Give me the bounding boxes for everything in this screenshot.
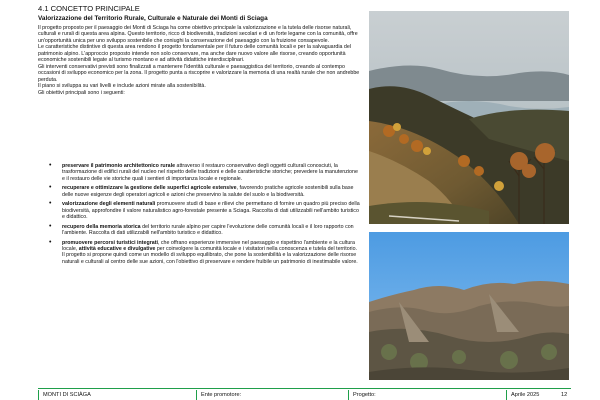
- paragraph-2: Le caratteristiche distintive di questa area rendono il progetto fondamentale per il futuro delle comunità locali e per la salvaguardia del patrimonio alpino. L'approccio proposto intende non solo conservare, ma anche dare nuovo valore alle risorse, creando opportunità economiche sostenibili legate al turismo montano e ad attività didattiche interdisciplinari.: [38, 44, 351, 64]
- closing-paragraph: Il progetto si propone quindi come un modello di sviluppo equilibrato, che pone la sostenibilità e la valorizzazione delle risorse naturali e culturali al centro delle sue azioni, con l'obiettivo di preservare e rendere fruibile un patrimonio di inestimabile valore.: [62, 252, 358, 265]
- landscape-photo-valley: [369, 11, 569, 224]
- objective-title: promuovere percorsi turistici integrati: [62, 239, 158, 246]
- paragraph-1: Il progetto proposto per il paesaggio dei Monti di Sciaga ha come obiettivo principale la valorizzazione e la tutela delle risorse naturali, culturali e rurali di questa area alpina. Questo territorio, ricco di biodiversità, tradizioni secolari e di un forte legame con la comunità, offre un'opportunità unica per uno sviluppo sostenibile che coniughi la conservazione del paesaggio con la fruizione consapevole.: [38, 25, 358, 44]
- intro-text: [38, 25, 361, 96]
- objective-title-secondary: attività educative e divulgative: [78, 245, 156, 252]
- objective-title: recuperare e ottimizzare la gestione delle superfici agricole estensive: [62, 185, 237, 192]
- objective-item: [62, 163, 361, 182]
- objective-title: preservare il patrimonio architettonico rurale: [62, 163, 176, 169]
- objective-text: , che offrano esperienze immersive nel paesaggio e rispettino l'ambiente e la cultura locale,: [62, 239, 355, 252]
- page-number: 12: [561, 392, 568, 398]
- section-heading: 4.1 CONCETTO PRINCIPALE: [38, 4, 140, 13]
- footer-site: MONTI DI SCIÀGA: [43, 392, 91, 398]
- footer-separator: [348, 390, 349, 400]
- paragraph-5: Gli obiettivi principali sono i seguenti:: [38, 89, 125, 96]
- footer-project-label: Progetto:: [353, 392, 376, 398]
- section-subheading: Valorizzazione del Territorio Rurale, Culturale e Naturale dei Monti di Sciaga: [38, 15, 268, 22]
- objectives-list: [62, 163, 361, 268]
- objective-text: promuovere studi di base e rilievi che permettano di fornire un quadro più preciso della biodiversità, approfondire il valore naturalistico agro-forestale presente a Sciaga. Raccolta di dati utilizzabili nell'ambito turistico e didattico.: [62, 201, 360, 221]
- footer-separator: [38, 390, 39, 400]
- objective-item: [62, 240, 361, 266]
- footer-date: Aprile 2025: [511, 392, 540, 398]
- objective-text: del territorio rurale alpino per capire l'evoluzione delle comunità locali e il loro rapporto con l'ambiente. Raccolta di dati utilizzabili nell'ambito turistico e didattico.: [62, 223, 354, 237]
- objective-item: [62, 185, 361, 198]
- landscape-photo-ridge: [369, 232, 569, 380]
- footer-divider: [38, 388, 571, 389]
- paragraph-4: Il piano si sviluppa su vari livelli e include azioni mirate alla sostenibilità.: [38, 83, 206, 90]
- objective-title: valorizzazione degli elementi naturali: [62, 201, 156, 208]
- footer-promoter-label: Ente promotore:: [201, 392, 242, 398]
- objective-item: [62, 201, 361, 220]
- objective-title: recupero della memoria storica: [62, 223, 141, 230]
- paragraph-3: Gli interventi conservativi previsti sono finalizzati a mantenere l'identità culturale e paesaggistica del territorio, creando al contempo occasioni di sviluppo economico per la zona. Il progetto punta a riscoprire e valorizzare la memoria di una realtà rurale che non andrebbe perduta.: [38, 63, 360, 83]
- objective-text: , favorendo pratiche agricole sostenibili sulla base delle nuove esigenze degli operatori agricoli e azioni che preservino la salute del suolo e la biodiversità.: [62, 185, 354, 198]
- objective-text: attraverso il restauro conservativo degli oggetti culturali conosciuti, la trasformazione di edifici rurali del nucleo nel rispetto delle tradizioni e delle caratteristiche storiche; prevedere la manutenzione e il restauro delle vie storiche quali i sentieri di importanza locale e regionale.: [62, 163, 358, 182]
- objective-item: [62, 224, 361, 237]
- footer-separator: [196, 390, 197, 400]
- objective-text: per coinvolgere la comunità locale e i visitatori nella conoscenza e tutela del territorio.: [155, 245, 358, 252]
- footer-separator: [506, 390, 507, 400]
